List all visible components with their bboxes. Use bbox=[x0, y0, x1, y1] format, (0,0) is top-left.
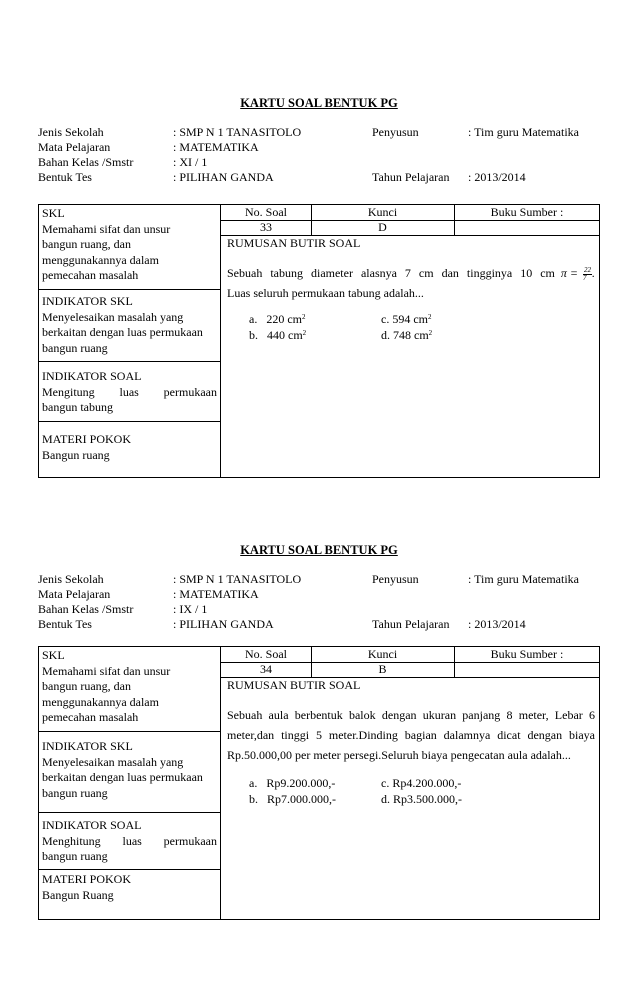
pi-symbol: π = bbox=[560, 266, 578, 280]
question-card-33 bbox=[38, 96, 600, 462]
question-card-34 bbox=[38, 543, 600, 902]
materi-pokok-value: Bangun Ruang bbox=[42, 887, 114, 902]
kunci-header: Kunci bbox=[367, 647, 398, 661]
tahun-pelajaran-label: Tahun Pelajaran bbox=[372, 617, 450, 631]
indikator-skl-label: INDIKATOR SKL bbox=[42, 294, 133, 308]
option-a bbox=[249, 775, 335, 791]
indikator-skl-cell bbox=[39, 732, 220, 813]
skl-line: menggunakannya dalam bbox=[42, 252, 159, 267]
question-text: Sebuah aula berbentuk balok dengan ukuran panjang 8 meter, Lebar 6 meter,dan tinggi 5 meter.Dinding bagian dalamnya dicat dengan biaya Rp.50.000,00 per meter persegi.Seluruh biaya pengecatan aula adalah... bbox=[227, 708, 595, 762]
skl-line: bangun ruang, dan bbox=[42, 237, 131, 251]
values-row bbox=[221, 220, 599, 236]
option-d-sup: 2 bbox=[428, 329, 433, 337]
left-column bbox=[39, 205, 221, 477]
indikator-skl-line: berkaitan dengan luas permukaan bbox=[42, 770, 203, 784]
option-b-letter: b. bbox=[249, 328, 258, 342]
option-d-text: d. 748 cm bbox=[381, 328, 429, 342]
jenis-sekolah-value: : SMP N 1 TANASITOLO bbox=[173, 125, 302, 139]
buku-sumber-value bbox=[454, 662, 600, 677]
jenis-sekolah-value: : SMP N 1 TANASITOLO bbox=[173, 572, 302, 586]
penyusun-label: Penyusun bbox=[372, 572, 419, 586]
indikator-skl-line: berkaitan dengan luas permukaan bbox=[42, 325, 203, 339]
option-c-text: c. 594 cm bbox=[381, 312, 428, 326]
materi-pokok-label: MATERI POKOK bbox=[42, 432, 132, 446]
card-meta bbox=[38, 125, 600, 185]
materi-pokok-cell bbox=[39, 422, 220, 477]
jenis-sekolah-label: Jenis Sekolah bbox=[38, 125, 104, 139]
penyusun-value: : Tim guru Matematika bbox=[468, 125, 579, 139]
option-c bbox=[381, 311, 432, 327]
kunci-header: Kunci bbox=[367, 205, 398, 219]
indikator-soal-line: bangun tabung bbox=[42, 400, 113, 414]
column-divider bbox=[311, 205, 312, 235]
skl-line: pemecahan masalah bbox=[42, 268, 139, 282]
bentuk-tes-label: Bentuk Tes bbox=[38, 617, 92, 631]
option-b-text: Rp7.000.000,- bbox=[267, 792, 336, 806]
indikator-skl-line: bangun ruang bbox=[42, 340, 108, 355]
options bbox=[249, 775, 595, 809]
mata-pelajaran-value: : MATEMATIKA bbox=[173, 587, 259, 601]
indikator-skl-line: bangun ruang bbox=[42, 785, 108, 800]
question-line-1 bbox=[227, 263, 595, 283]
option-b bbox=[249, 327, 306, 343]
kunci-value: D bbox=[378, 220, 387, 234]
penyusun-label: Penyusun bbox=[372, 125, 419, 139]
option-b-letter: b. bbox=[249, 792, 258, 806]
bentuk-tes-value: : PILIHAN GANDA bbox=[173, 170, 274, 184]
mata-pelajaran-label: Mata Pelajaran bbox=[38, 587, 111, 601]
skl-line: bangun ruang, dan bbox=[42, 679, 131, 693]
option-c: c. Rp4.200.000,- bbox=[381, 776, 462, 790]
left-column bbox=[39, 647, 221, 919]
fraction bbox=[583, 267, 592, 282]
option-a-text: Rp9.200.000,- bbox=[266, 776, 336, 790]
bahan-kelas-value: : XI / 1 bbox=[173, 155, 208, 169]
option-b-sup: 2 bbox=[302, 329, 307, 337]
option-c-sup: 2 bbox=[428, 313, 432, 321]
option-a-text: 220 cm bbox=[266, 312, 302, 326]
column-divider bbox=[311, 647, 312, 677]
rumusan-butir-soal bbox=[227, 678, 595, 809]
rumusan-label: RUMUSAN BUTIR SOAL bbox=[227, 678, 361, 692]
card-title: KARTU SOAL BENTUK PG bbox=[240, 96, 398, 110]
buku-sumber-value bbox=[454, 220, 600, 235]
buku-sumber-header: Buku Sumber : bbox=[490, 647, 564, 661]
materi-pokok-value: Bangun ruang bbox=[42, 447, 110, 462]
indikator-skl-line: Menyelesaikan masalah yang bbox=[42, 754, 184, 769]
skl-label: SKL bbox=[42, 648, 65, 662]
skl-cell bbox=[39, 205, 220, 290]
indikator-soal-line: Menghitung luas permukaan bbox=[42, 833, 217, 848]
option-b-text: 440 cm bbox=[267, 328, 303, 342]
option-d: d. Rp3.500.000,- bbox=[381, 792, 462, 806]
values-row bbox=[221, 662, 599, 678]
mata-pelajaran-label: Mata Pelajaran bbox=[38, 140, 111, 154]
fraction-denominator: 7 bbox=[583, 273, 587, 282]
tahun-pelajaran-value: : 2013/2014 bbox=[468, 170, 526, 184]
skl-line: menggunakannya dalam bbox=[42, 694, 159, 709]
fraction-numerator: 22 bbox=[584, 265, 591, 274]
skl-line: Memahami sifat dan unsur bbox=[42, 221, 171, 236]
rumusan-butir-soal bbox=[227, 236, 595, 345]
mata-pelajaran-value: : MATEMATIKA bbox=[173, 140, 259, 154]
option-a-letter: a. bbox=[249, 312, 258, 326]
penyusun-value: : Tim guru Matematika bbox=[468, 572, 579, 586]
materi-pokok-cell bbox=[39, 870, 220, 919]
no-soal-header: No. Soal bbox=[245, 205, 287, 219]
question-text: Sebuah tabung diameter alasnya 7 cm dan tingginya 10 cm bbox=[227, 266, 555, 280]
indikator-skl-label: INDIKATOR SKL bbox=[42, 739, 133, 753]
tahun-pelajaran-label: Tahun Pelajaran bbox=[372, 170, 450, 184]
skl-line: pemecahan masalah bbox=[42, 710, 139, 724]
no-soal-header: No. Soal bbox=[245, 647, 287, 661]
pi-formula: π = $\frac{22}{7}$ . bbox=[560, 265, 595, 282]
bahan-kelas-value: : IX / 1 bbox=[173, 602, 208, 616]
bahan-kelas-label: Bahan Kelas /Smstr bbox=[38, 602, 134, 616]
bentuk-tes-value: : PILIHAN GANDA bbox=[173, 617, 274, 631]
indikator-soal-line: bangun ruang bbox=[42, 849, 108, 863]
column-divider bbox=[454, 647, 455, 677]
card-table bbox=[38, 646, 600, 920]
no-soal-value: 34 bbox=[260, 662, 272, 676]
skl-line: Memahami sifat dan unsur bbox=[42, 663, 171, 678]
skl-cell bbox=[39, 647, 220, 732]
indikator-skl-line: Menyelesaikan masalah yang bbox=[42, 309, 184, 324]
option-a-sup: 2 bbox=[302, 313, 306, 321]
card-meta bbox=[38, 572, 600, 632]
indikator-soal-label: INDIKATOR SOAL bbox=[42, 369, 142, 383]
jenis-sekolah-label: Jenis Sekolah bbox=[38, 572, 104, 586]
bentuk-tes-label: Bentuk Tes bbox=[38, 170, 92, 184]
tahun-pelajaran-value: : 2013/2014 bbox=[468, 617, 526, 631]
card-table bbox=[38, 204, 600, 478]
card-title: KARTU SOAL BENTUK PG bbox=[240, 543, 398, 557]
column-divider bbox=[454, 205, 455, 235]
materi-pokok-label: MATERI POKOK bbox=[42, 872, 132, 886]
no-soal-value: 33 bbox=[260, 220, 272, 234]
indikator-skl-cell bbox=[39, 290, 220, 362]
option-a-letter: a. bbox=[249, 776, 258, 790]
header-row bbox=[221, 647, 599, 663]
indikator-soal-line: Mengitung luas permukaan bbox=[42, 384, 217, 399]
options bbox=[249, 311, 595, 345]
header-row bbox=[221, 205, 599, 221]
indikator-soal-label: INDIKATOR SOAL bbox=[42, 818, 142, 832]
indikator-soal-cell bbox=[39, 362, 220, 422]
buku-sumber-header: Buku Sumber : bbox=[490, 205, 564, 219]
option-d bbox=[381, 327, 432, 343]
option-b bbox=[249, 791, 336, 807]
indikator-soal-cell bbox=[39, 813, 220, 870]
kunci-value: B bbox=[378, 662, 387, 676]
option-a bbox=[249, 311, 306, 327]
question-line-2: Luas seluruh permukaan tabung adalah... bbox=[227, 286, 424, 300]
skl-label: SKL bbox=[42, 206, 65, 220]
rumusan-label: RUMUSAN BUTIR SOAL bbox=[227, 236, 361, 250]
bahan-kelas-label: Bahan Kelas /Smstr bbox=[38, 155, 134, 169]
